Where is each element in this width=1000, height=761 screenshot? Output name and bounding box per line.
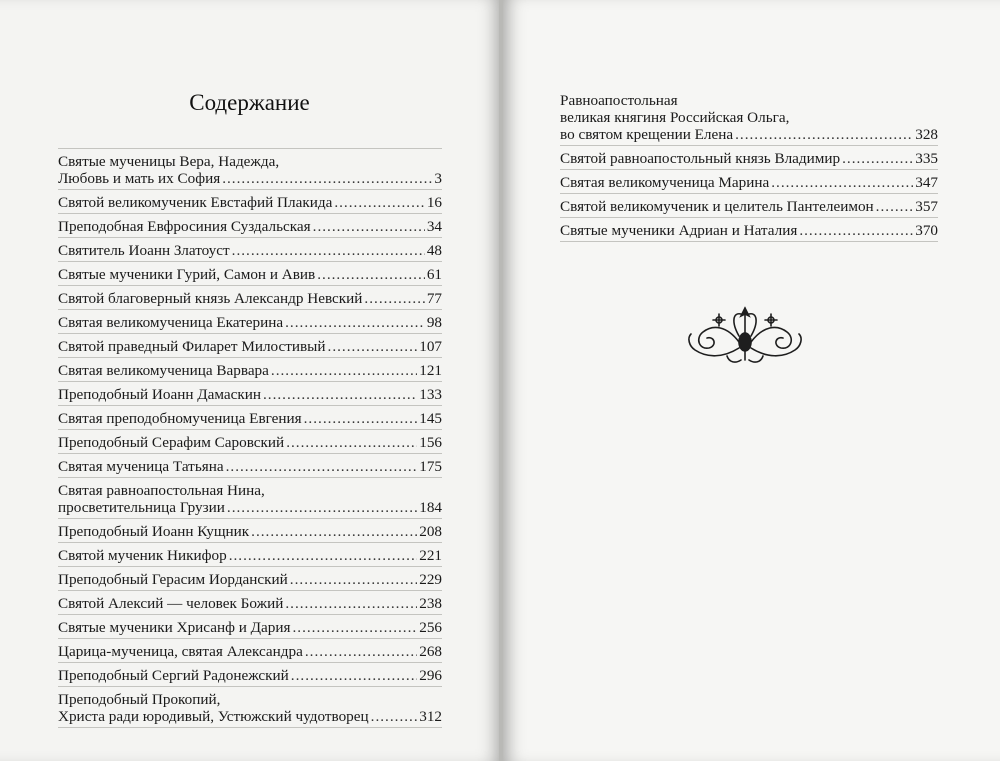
toc-list-right: [560, 88, 938, 242]
dot-leader: [735, 126, 913, 143]
dot-leader: [371, 708, 418, 725]
toc-entry-title: Святые мученики Хрисанф и Дария: [58, 619, 291, 636]
toc-entry-row: [58, 667, 442, 684]
toc-entry: [58, 687, 442, 728]
toc-entry-title-line: Святая равноапостольная Нина,: [58, 482, 265, 499]
toc-entry-row: [58, 458, 442, 475]
toc-page-number: 328: [915, 126, 938, 143]
dot-leader: [285, 314, 425, 331]
dot-leader: [232, 242, 425, 259]
toc-list-left: [58, 148, 442, 728]
toc-entry: [560, 170, 938, 194]
toc-entry: [58, 663, 442, 687]
dot-leader: [263, 386, 417, 403]
toc-entry: [560, 88, 938, 146]
toc-entry-title: Святой великомученик и целитель Пантелеимон: [560, 198, 874, 215]
toc-entry: [58, 567, 442, 591]
toc-page-number: 3: [434, 170, 442, 187]
toc-page-number: 268: [419, 643, 442, 660]
toc-entry-title: Святой праведный Филарет Милостивый: [58, 338, 326, 355]
toc-entry: [58, 615, 442, 639]
dot-leader: [771, 174, 913, 191]
dot-leader: [364, 290, 424, 307]
toc-entry-title: Святой равноапостольный князь Владимир: [560, 150, 841, 167]
toc-entry-row: [560, 198, 938, 215]
toc-entry-title: Преподобный Иоанн Дамаскин: [58, 386, 261, 403]
toc-entry-title: Преподобный Иоанн Кущник: [58, 523, 250, 540]
dot-leader: [305, 643, 417, 660]
toc-entry: [58, 454, 442, 478]
toc-entry-row: [58, 170, 442, 187]
dot-leader: [285, 595, 417, 612]
dot-leader: [799, 222, 913, 239]
dot-leader: [292, 619, 417, 636]
toc-entry-row: [560, 174, 938, 191]
toc-entry-row: [58, 266, 442, 283]
toc-entry-row: [58, 523, 442, 540]
toc-page-number: 312: [419, 708, 442, 725]
toc-entry-row: [58, 571, 442, 588]
toc-entry-title: Преподобный Герасим Иорданский: [58, 571, 288, 588]
toc-entry-title: Святая преподобномученица Евгения: [58, 410, 302, 427]
toc-entry-row: [58, 194, 442, 211]
toc-entry: [58, 358, 442, 382]
dot-leader: [334, 194, 424, 211]
dot-leader: [304, 410, 418, 427]
toc-entry-title: Святые мученики Гурий, Самон и Авив: [58, 266, 316, 283]
toc-entry-title-line: Святые мученицы Вера, Надежда,: [58, 153, 280, 170]
toc-entry-row: [58, 218, 442, 235]
toc-entry-row: [560, 126, 938, 143]
toc-entry-title: Преподобная Евфросиния Суздальская: [58, 218, 311, 235]
toc-page-number: 16: [426, 194, 442, 211]
toc-entry-title: Преподобный Сергий Радонежский: [58, 667, 289, 684]
toc-entry-title: Христа ради юродивый, Устюжский чудотворец: [58, 708, 369, 725]
dot-leader: [291, 667, 417, 684]
dot-leader: [842, 150, 913, 167]
toc-entry: [58, 406, 442, 430]
dot-leader: [226, 458, 418, 475]
toc-entry-row: [58, 708, 442, 725]
dot-leader: [229, 547, 418, 564]
toc-entry: [58, 478, 442, 519]
toc-entry-row: [58, 595, 442, 612]
toc-page-number: 98: [426, 314, 442, 331]
toc-entry: [58, 214, 442, 238]
floral-ornament-icon: [683, 300, 808, 370]
toc-page-number: 184: [419, 499, 442, 516]
toc-page-number: 335: [915, 150, 938, 167]
toc-entry-row: [58, 643, 442, 660]
dot-leader: [290, 571, 417, 588]
toc-entry: [560, 194, 938, 218]
toc-entry-title: Святитель Иоанн Златоуст: [58, 242, 230, 259]
toc-entry-title: Царица-мученица, святая Александра: [58, 643, 303, 660]
toc-entry-row: [58, 386, 442, 403]
toc-page-number: 61: [426, 266, 442, 283]
toc-page-number: 256: [419, 619, 442, 636]
toc-entry-row: [58, 362, 442, 379]
toc-entry: [58, 430, 442, 454]
toc-entry: [58, 238, 442, 262]
toc-entry-title: просветительница Грузии: [58, 499, 225, 516]
toc-entry-title: Любовь и мать их София: [58, 170, 221, 187]
dot-leader: [222, 170, 432, 187]
toc-page-number: 370: [915, 222, 938, 239]
toc-entry: [58, 190, 442, 214]
dot-leader: [313, 218, 425, 235]
toc-page-number: 145: [419, 410, 442, 427]
toc-page-number: 107: [419, 338, 442, 355]
dot-leader: [328, 338, 418, 355]
toc-entry-title: Святая великомученица Марина: [560, 174, 770, 191]
toc-page-number: 77: [426, 290, 442, 307]
toc-entry: [58, 310, 442, 334]
toc-entry-title: Преподобный Серафим Саровский: [58, 434, 285, 451]
toc-entry: [58, 382, 442, 406]
toc-page-number: 208: [419, 523, 442, 540]
toc-entry: [58, 286, 442, 310]
toc-entry: [58, 148, 442, 190]
toc-entry-title-line: Равноапостольная: [560, 92, 678, 109]
toc-title: Содержание: [189, 90, 310, 115]
toc-entry-title: Святой Алексий — человек Божий: [58, 595, 284, 612]
toc-page-number: 347: [915, 174, 938, 191]
toc-entry-row: [58, 619, 442, 636]
toc-page-number: 48: [426, 242, 442, 259]
toc-entry: [560, 218, 938, 242]
toc-entry: [58, 639, 442, 663]
toc-entry-title: Святой мученик Никифор: [58, 547, 227, 564]
toc-entry-row: [58, 499, 442, 516]
toc-page-number: 221: [419, 547, 442, 564]
toc-page-number: 175: [419, 458, 442, 475]
toc-entry-title: Святая мученица Татьяна: [58, 458, 224, 475]
toc-entry: [58, 543, 442, 567]
toc-page-number: 133: [419, 386, 442, 403]
toc-entry-title-line: великая княгиня Российская Ольга,: [560, 109, 790, 126]
toc-entry-title: Святые мученики Адриан и Наталия: [560, 222, 798, 239]
dot-leader: [271, 362, 417, 379]
toc-page-number: 229: [419, 571, 442, 588]
toc-entry-row: [58, 434, 442, 451]
toc-entry-row: [560, 150, 938, 167]
toc-entry-row: [58, 338, 442, 355]
toc-page-number: 357: [915, 198, 938, 215]
toc-page-number: 156: [419, 434, 442, 451]
toc-page-number: 34: [426, 218, 442, 235]
toc-entry-title-line: Преподобный Прокопий,: [58, 691, 221, 708]
toc-page-number: 121: [419, 362, 442, 379]
toc-entry-row: [58, 547, 442, 564]
toc-entry: [58, 334, 442, 358]
toc-entry-row: [58, 242, 442, 259]
toc-entry: [58, 262, 442, 286]
toc-entry-title: во святом крещении Елена: [560, 126, 734, 143]
toc-entry: [58, 519, 442, 543]
toc-entry-row: [58, 410, 442, 427]
toc-entry-row: [58, 290, 442, 307]
dot-leader: [251, 523, 417, 540]
dot-leader: [227, 499, 417, 516]
dot-leader: [317, 266, 425, 283]
toc-entry-row: [560, 222, 938, 239]
dot-leader: [876, 198, 914, 215]
toc-entry: [560, 146, 938, 170]
dot-leader: [286, 434, 417, 451]
toc-entry-title: Святая великомученица Екатерина: [58, 314, 284, 331]
toc-page-number: 238: [419, 595, 442, 612]
toc-entry-title: Святая великомученица Варвара: [58, 362, 269, 379]
toc-entry-title: Святой благоверный князь Александр Невский: [58, 290, 363, 307]
toc-entry-row: [58, 314, 442, 331]
toc-entry-title: Святой великомученик Евстафий Плакида: [58, 194, 333, 211]
toc-page-number: 296: [419, 667, 442, 684]
toc-entry: [58, 591, 442, 615]
